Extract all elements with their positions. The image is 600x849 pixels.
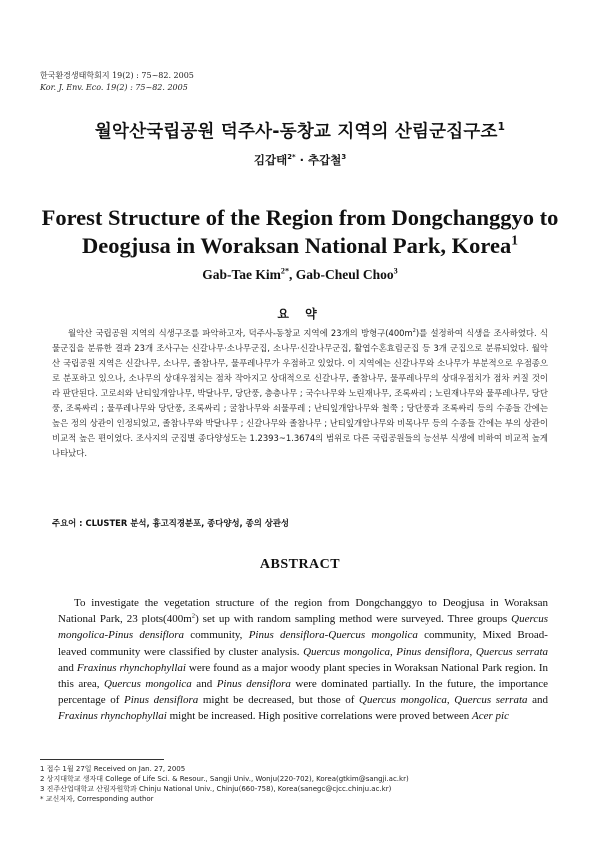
- footnote-1: 1 접수 1월 27일 Received on Jan. 27, 2005: [40, 765, 186, 773]
- abstract-text: were dominated partially. In the future, the importance percentage of: [58, 678, 548, 707]
- abstract-heading: ABSTRACT: [259, 557, 341, 572]
- author-2-ko-mark: 3: [341, 153, 347, 162]
- abstract-text: community, Mixed Broad-leaved community were classified by cluster analysis.: [58, 629, 548, 658]
- author-1-ko: 김갑태: [253, 153, 288, 167]
- species-name: Quercus mongolica: [359, 694, 447, 707]
- abstract-text: ,: [389, 645, 397, 658]
- author-separator-ko: ·: [295, 153, 308, 167]
- footnote-divider: [40, 759, 164, 760]
- journal-line-en: Kor. J. Env. Eco. 19(2) : 75~82. 2005: [40, 83, 188, 92]
- korean-abstract-part-1: 월악산 국립공원 지역의 식생구조를 파악하고자, 덕주사-동창교 지역에 23개의 방형구(400m: [68, 328, 413, 338]
- author-1-en-mark: 2*: [280, 266, 290, 276]
- abstract-text: -: [104, 629, 109, 642]
- footnotes: [40, 764, 560, 804]
- abstract-text: -: [324, 629, 329, 642]
- author-separator-en: ,: [289, 267, 296, 282]
- species-name: Fraxinus rhynchophyllai: [76, 661, 186, 674]
- korean-abstract-part-2: )를 설정하여 식생을 조사하였다. 식물군집을 분류한 결과 23개 조사구는 신갈나무·소나무군집, 소나무·신갈나무군집, 활엽수혼효림군집 등 3개 군집으로 분류되었다. 월악산 국립공원 지역은 신갈나무, 소나무, 졸참나무, 물푸레나무가 우점하고 있었다. 이 지역에는 신갈나무와 소나무가 부분적으로 우점종으로 분포하고 있으나, 소나무의 상대우점치는 점차 작아지고 상대적으로 신갈나무, 졸참나무, 물푸레나무의 상대우점치가 점차 커질 것이라 판단된다. 고로쇠와 난티잎개암나무, 박달나무, 당단풍, 층층나무 ; 국수나무와 노린재나무, 조록싸리 ; 노린재나무와 물푸레나무, 당단풍, 조록싸리 ; 물푸레나무와 당단풍, 조록싸리 ; 굴참나무와 쇠물푸레 ; 난티잎개암나무와 철쭉 ; 당단풍과 조록싸리 등의 수종들 간에는 높은 정의 상관이 인정되었고, 졸참나무와 박달나무 ; 신갈나무와 졸참나무 ; 난티잎개암나무와 비목나무 등의 수종들 간에는 부의 상관이 비교적 높은 편이었다. 조사지의 군집별 종다양성도는 1.2393~1.3674의 범위로 다른 국립공원들의 능선부 식생에 비하여 비교적 높게 나타났다.: [52, 328, 548, 458]
- journal-line-ko: 한국환경생태학회지 19(2) : 75~82. 2005: [40, 71, 194, 80]
- species-name: Pinus densiflora: [108, 629, 185, 642]
- abstract-text: and: [527, 694, 548, 707]
- footnote-3: 3 진주산업대학교 산림자원학과 Chinju National Univ., Chinju(660-758), Korea(sanegc@cjcc.chinju.ac.kr): [40, 785, 392, 793]
- abstract-text: ,: [469, 645, 476, 658]
- species-name: Pinus densiflora: [123, 694, 199, 707]
- species-name: Quercus mongolica: [303, 645, 390, 658]
- footnote-4: * 교신저자, Corresponding author: [40, 795, 154, 803]
- journal-header: [40, 70, 194, 94]
- abstract-text: ) set up with random sampling method were surveyed. Three groups: [195, 613, 512, 626]
- authors-english: [0, 267, 600, 283]
- title-english-footnote-mark: 1: [511, 232, 518, 248]
- species-name: Quercus serrata: [454, 694, 528, 707]
- authors-korean: [0, 152, 600, 168]
- abstract-text: To investigate the vegetation structure of the region from Dongchanggyo to Deogjusa in Woraksan National Park, 23 plots(400m: [58, 597, 548, 626]
- abstract-text: were found as a major woody plant species in Woraksan National Park region. In this area,: [58, 661, 548, 691]
- title-english-line-2: Deogjusa in Woraksan National Park, Korea: [82, 233, 512, 258]
- species-name: Acer pic: [472, 710, 509, 723]
- footnote-2: 2 상지대학교 생자대 College of Life Sci. & Resour., Sangji Univ., Wonju(220-702), Korea(gtkim@sangji.ac.kr): [40, 775, 409, 783]
- abstract-sup: 2: [191, 612, 196, 620]
- title-korean: [0, 118, 600, 143]
- species-name: Pinus densiflora: [248, 629, 325, 642]
- title-english: [0, 204, 600, 260]
- species-name: Quercus mongolica: [103, 678, 192, 691]
- abstract-text: and: [58, 661, 77, 674]
- title-english-line-1: Forest Structure of the Region from Dongchanggyo to: [41, 205, 559, 230]
- species-name: Quercus mongolica: [58, 613, 548, 642]
- species-name: Pinus densiflora: [396, 645, 470, 658]
- korean-abstract-heading: 요 약: [277, 307, 323, 321]
- abstract-text: might be increased. High positive correlations were proved between: [166, 710, 473, 723]
- species-name: Quercus mongolica: [328, 629, 418, 642]
- author-2-en-mark: 3: [393, 266, 398, 276]
- author-2-en: Gab-Cheul Choo: [295, 267, 394, 282]
- title-korean-text: 월악산국립공원 덕주사-동창교 지역의 산림군집구조: [94, 122, 498, 142]
- author-2-ko: 추갑철: [308, 153, 342, 167]
- english-abstract-body: [58, 595, 548, 725]
- author-1-ko-mark: 2*: [287, 153, 296, 162]
- abstract-text: and: [191, 678, 217, 691]
- author-1-en: Gab-Tae Kim: [202, 267, 281, 282]
- species-name: Quercus serrata: [475, 645, 549, 658]
- abstract-text: ,: [446, 694, 455, 707]
- abstract-text: community,: [184, 629, 249, 642]
- keywords: 주요어 : CLUSTER 분석, 흉고직경분포, 종다양성, 종의 상관성: [52, 518, 290, 528]
- species-name: Fraxinus rhynchophyllai: [58, 710, 167, 723]
- species-name: Pinus densiflora: [216, 678, 291, 691]
- korean-abstract-body: [52, 326, 548, 461]
- title-korean-footnote-mark: 1: [497, 121, 506, 134]
- korean-abstract-sup: 2: [412, 328, 416, 335]
- abstract-text: might be decreased, but those of: [198, 694, 360, 707]
